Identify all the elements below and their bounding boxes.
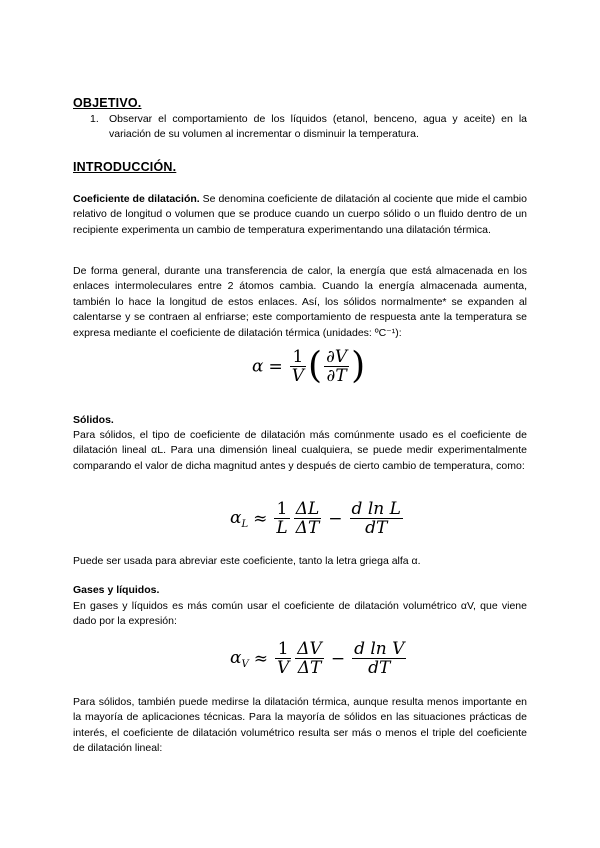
formula-fraction	[352, 640, 406, 677]
objetivo-heading: OBJETIVO.	[73, 96, 142, 110]
fraction-numerator: ΔL	[294, 500, 322, 519]
gases-paragraph: En gases y líquidos es más común usar el coeficiente de dilatación volumétrico αV, que viene dado por la expresión:	[73, 600, 527, 628]
formula-symbol: α	[252, 356, 264, 377]
formula-symbol	[230, 508, 248, 528]
list-item-text: Observar el comportamiento de los líquidos (etanol, benceno, agua y aceite) en la variación de su volumen al incrementar o disminuir la temperatura.	[109, 113, 527, 141]
formula-fraction	[275, 640, 291, 677]
fraction-numerator: 1	[290, 348, 306, 367]
fraction-numerator: 1	[275, 640, 291, 659]
solidos-paragraph: Para sólidos, el tipo de coeficiente de dilatación más comúnmente usado es el coeficiente de dilatación lineal αL. Para una dimensión lineal cualquiera, se puede medir experimentalmente comparando el valor de dicha magnitud antes y después de cierto cambio de temperatura, como:	[73, 429, 527, 472]
gases-heading: Gases y líquidos.	[73, 584, 160, 596]
fraction-denominator: dT	[368, 658, 391, 678]
fraction-denominator: dT	[365, 518, 388, 538]
fraction-numerator: 1	[274, 500, 289, 519]
alpha-letter: α	[230, 647, 242, 668]
gases-paragraph-2: Para sólidos, también puede medirse la dilatación térmica, aunque resulta menos importante en la mayoría de aplicaciones técnicas. Para la mayoría de sólidos en las situaciones prácticas de interés, el coeficiente de dilatación volumétrico resulta ser más o menos el triple del coeficiente de dilatación lineal:	[73, 696, 527, 755]
right-paren: )	[351, 345, 366, 387]
list-item-number: 1.	[90, 113, 99, 125]
formula-alpha	[252, 345, 366, 387]
formula-fraction	[290, 348, 306, 385]
intro-paragraph-1	[73, 192, 527, 238]
formula-fraction	[294, 500, 322, 537]
fraction-denominator: L	[276, 518, 288, 538]
formula-alpha-l	[230, 500, 405, 537]
fraction-denominator: V	[291, 366, 305, 386]
formula-operator: −	[330, 648, 346, 669]
formula-operator: ≈	[253, 508, 268, 529]
formula-operator: ≈	[253, 648, 268, 669]
intro-paragraph-2: De forma general, durante una transferencia de calor, la energía que está almacenada en los enlaces intermoleculares entre 2 átomos cambia. Cuando la energía almacenada aumenta, también lo hace la longitud de estos enlaces. Así, los sólidos normalmente* se expanden al calentarse y se contraen al enfriarse; este comportamiento de respuesta ante la temperatura se expresa mediante el coeficiente de dilatación térmica (unidades: ºC⁻¹):	[73, 265, 527, 339]
fraction-numerator: d ln L	[351, 499, 401, 519]
formula-alpha-v	[230, 640, 408, 677]
formula-fraction	[274, 500, 289, 537]
fraction-denominator: ΔT	[297, 658, 322, 678]
solidos-note: Puede ser usada para abreviar este coeficiente, tanto la letra griega alfa α.	[73, 555, 421, 567]
alpha-subscript: L	[241, 518, 249, 530]
alpha-subscript: V	[241, 658, 249, 670]
fraction-numerator: ΔV	[297, 639, 322, 659]
solidos-heading: Sólidos.	[73, 414, 114, 426]
fraction-denominator: ΔT	[295, 518, 320, 538]
formula-symbol	[230, 648, 249, 668]
fraction-numerator: d ln V	[354, 639, 405, 659]
formula-fraction	[324, 348, 349, 385]
alpha-letter: α	[230, 507, 242, 528]
formula-fraction	[350, 500, 403, 537]
fraction-denominator: ∂T	[326, 366, 347, 386]
formula-fraction	[295, 640, 324, 677]
left-paren: (	[308, 345, 323, 387]
intro-paragraph-1-text: Se denomina coeficiente de dilatación al cociente que mide el cambio relativo de longitud o volumen que se produce cuando un cuerpo sólido o un fluido dentro de un recipiente experimenta un cambio de temperatura experimentando una dilatación térmica.	[73, 193, 527, 236]
fraction-denominator: V	[276, 658, 290, 678]
term-coeficiente: Coeficiente de dilatación.	[73, 193, 200, 205]
introduccion-heading: INTRODUCCIÓN.	[73, 160, 177, 174]
formula-operator: −	[328, 508, 343, 529]
formula-operator: =	[268, 356, 283, 377]
objetivo-list-item	[90, 112, 527, 143]
fraction-numerator: ∂V	[326, 347, 348, 367]
